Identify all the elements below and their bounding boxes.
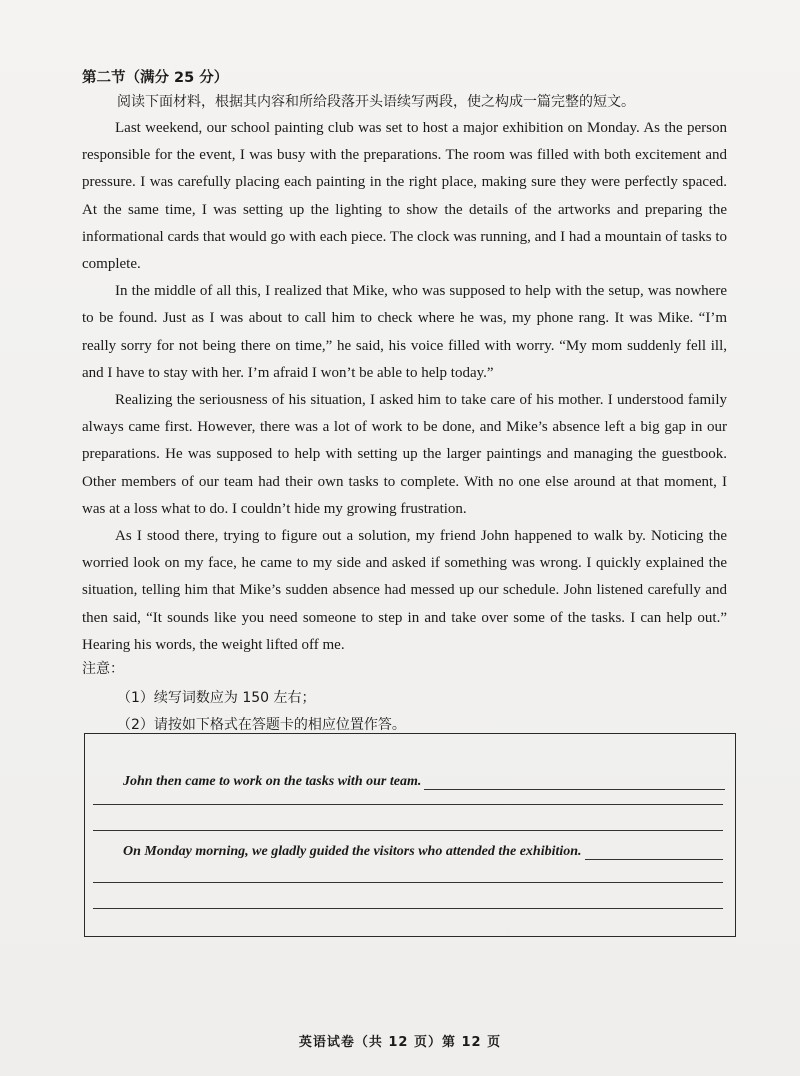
passage-paragraph-1: Last weekend, our school painting club was set to host a major exhibition on Monday. As the person responsible for the event, I was busy with the preparations. The room was filled with both excitement and pressure. I was carefully placing each painting in the right place, making sure they were perfectly spaced. At the same time, I was setting up the lighting to show the details of the artworks and preparing the informational cards that would go with each piece. The clock was running, and I had a mountain of tasks to complete. (82, 120, 727, 273)
paragraph-2-opening-text: On Monday morning, we gladly guided the visitors who attended the exhibition. (123, 844, 582, 859)
paragraph-2-opening (123, 844, 723, 860)
paragraph-1-opening (123, 774, 725, 790)
writing-blank (424, 777, 725, 790)
writing-blank (585, 847, 723, 860)
writing-line (93, 830, 723, 831)
page-footer: 英语试卷（共 12 页）第 12 页 (298, 1035, 502, 1050)
instruction-text: 阅读下面材料，根据其内容和所给段落开头语续写两段，使之构成一篇完整的短文。 (117, 94, 635, 110)
writing-line (93, 804, 723, 805)
passage-paragraph-4: As I stood there, trying to figure out a solution, my friend John happened to walk by. Noticing the worried look on my face, he came to my side and asked if something was wrong. I quickly explained the situation, telling him that Mike’s sudden absence had messed up our schedule. John listened carefully and then said, “It sounds like you need someone to step in and take over some of the tasks. I can help out.” Hearing his words, the weight lifted off me. (82, 528, 727, 653)
section-title: 第二节（满分 25 分） (82, 70, 229, 86)
writing-line (93, 908, 723, 909)
notes-label: 注意： (82, 661, 124, 677)
answer-format-box (84, 733, 736, 937)
writing-line (93, 882, 723, 883)
note-answer-format: （2）请按如下格式在答题卡的相应位置作答。 (117, 717, 406, 733)
passage-paragraph-2: In the middle of all this, I realized that Mike, who was supposed to help with the setup, was nowhere to be found. Just as I was about to call him to check where he was, my phone rang. It was Mike. “I’m really sorry for not being there on time,” he said, his voice filled with worry. “My mom suddenly fell ill, and I have to stay with her. I’m afraid I won’t be able to help today.” (82, 283, 727, 381)
paragraph-1-opening-text: John then came to work on the tasks with our team. (123, 774, 422, 789)
passage-paragraph-3: Realizing the seriousness of his situation, I asked him to take care of his mother. I understood family always came first. However, there was a lot of work to be done, and Mike’s absence left a big gap in our preparations. He was supposed to help with setting up the larger paintings and managing the guestbook. Other members of our team had their own tasks to complete. With no one else around at that moment, I was at a loss what to do. I couldn’t hide my growing frustration. (82, 392, 727, 517)
reading-passage (82, 115, 727, 659)
note-word-count: （1）续写词数应为 150 左右； (117, 690, 316, 706)
